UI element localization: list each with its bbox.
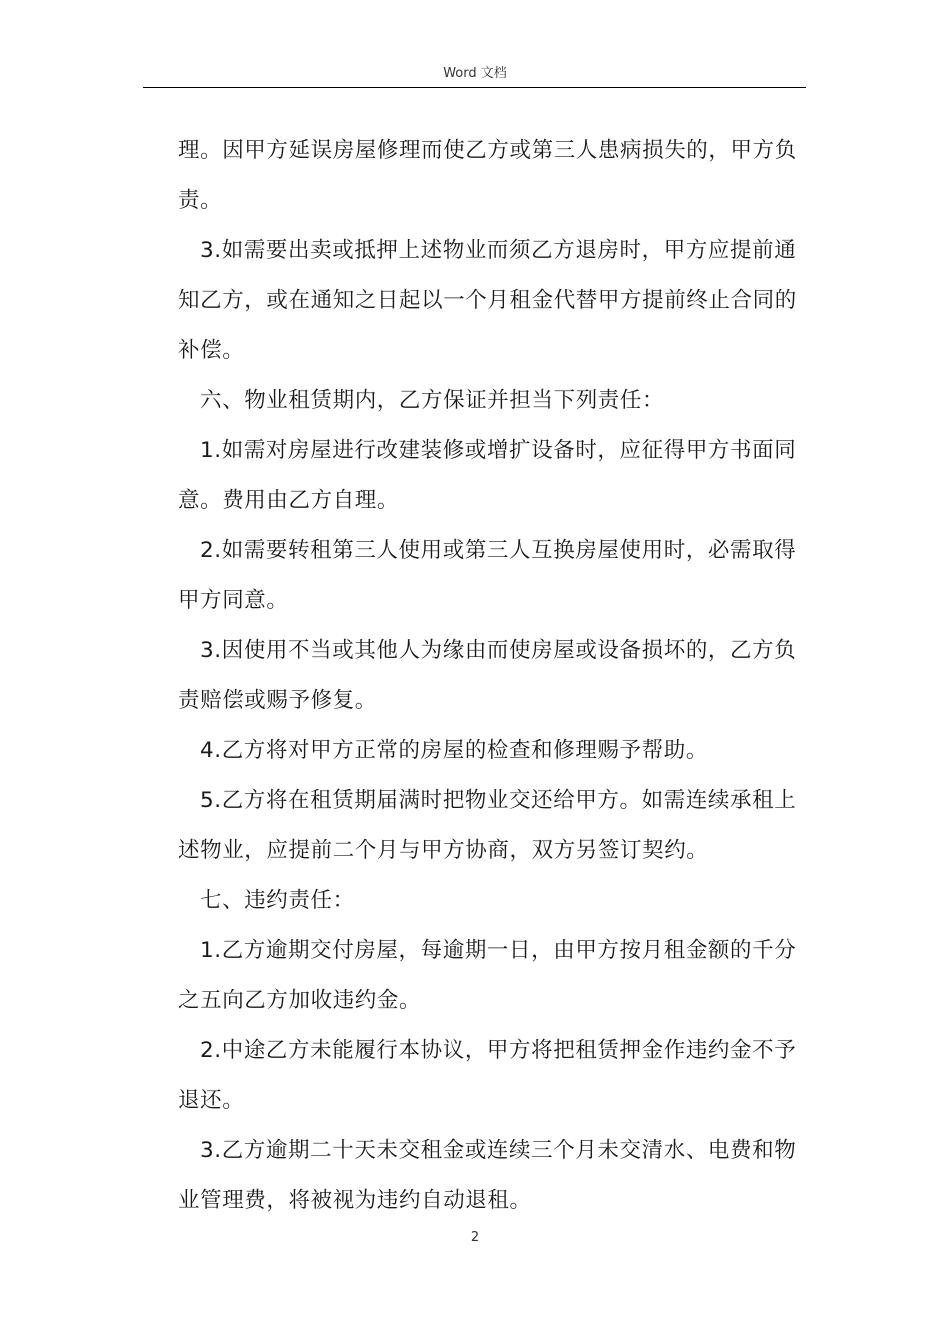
paragraph-line: 责。 [178,188,223,213]
section-heading: 六、物业租赁期内，乙方保证并担当下列责任： [200,388,665,413]
paragraph-line: 3.因使用不当或其他人为缘由而使房屋或设备损坏的，乙方负 [200,638,797,663]
paragraph-line: 意。费用由乙方自理。 [178,488,400,513]
page-number: 2 [470,1230,480,1245]
paragraph-line: 知乙方，或在通知之日起以一个月租金代替甲方提前终止合同的 [178,288,797,313]
document-body [178,126,802,1226]
paragraph-line: 2.中途乙方未能履行本协议，甲方将把租赁押金作违约金不予 [200,1038,797,1063]
paragraph-line: 2.如需要转租第三人使用或第三人互换房屋使用时，必需取得 [200,538,797,563]
paragraph-line: 1.乙方逾期交付房屋，每逾期一日，由甲方按月租金额的千分 [200,938,797,963]
paragraph-line: 甲方同意。 [178,588,289,613]
page-header: Word 文档 [443,66,507,81]
paragraph-line: 3.乙方逾期二十天未交租金或连续三个月未交清水、电费和物 [200,1138,797,1163]
paragraph-line: 之五向乙方加收违约金。 [178,988,422,1013]
section-heading: 七、违约责任： [200,888,355,913]
paragraph-line: 3.如需要出卖或抵押上述物业而须乙方退房时，甲方应提前通 [200,238,797,263]
paragraph-line: 1.如需对房屋进行改建装修或增扩设备时，应征得甲方书面同 [200,438,797,463]
paragraph-line: 4.乙方将对甲方正常的房屋的检查和修理赐予帮助。 [200,738,708,763]
paragraph-line: 退还。 [178,1088,245,1113]
paragraph-line: 责赔偿或赐予修复。 [178,688,377,713]
paragraph-line: 理。因甲方延误房屋修理而使乙方或第三人患病损失的，甲方负 [178,138,797,163]
paragraph-line: 5.乙方将在租赁期届满时把物业交还给甲方。如需连续承租上 [200,788,797,813]
paragraph-line: 补偿。 [178,338,245,363]
paragraph-line: 业管理费，将被视为违约自动退租。 [178,1188,532,1213]
paragraph-line: 述物业，应提前二个月与甲方协商，双方另签订契约。 [178,838,709,863]
header-rule [143,87,806,88]
